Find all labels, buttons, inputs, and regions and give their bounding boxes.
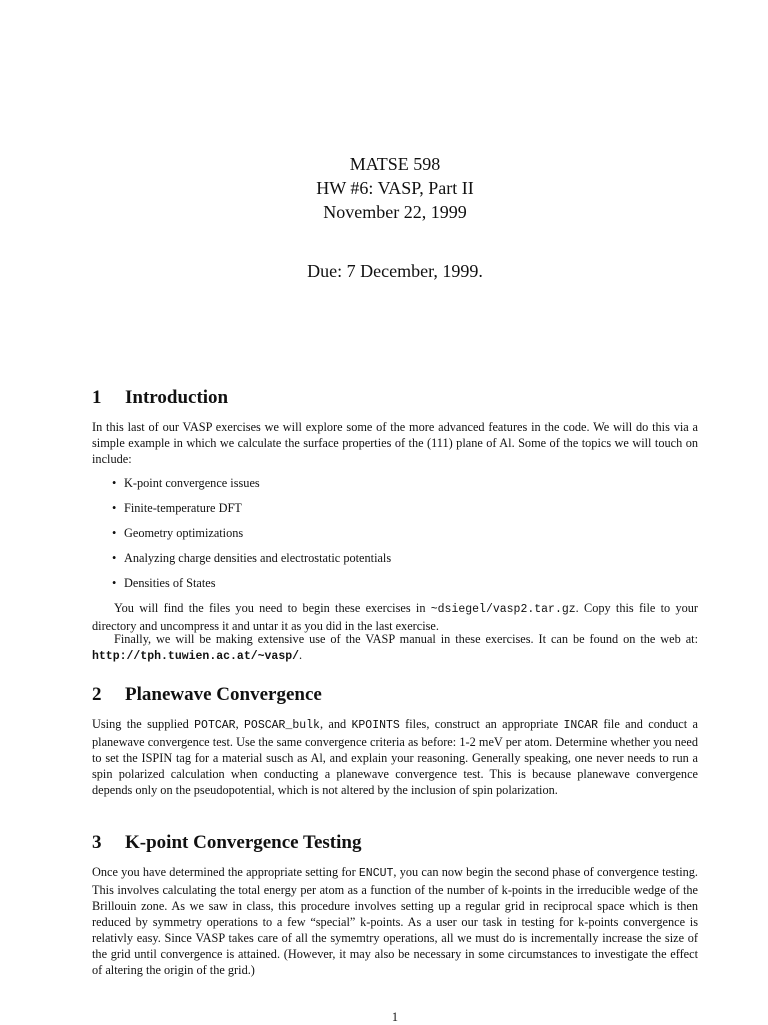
section-number: 2	[92, 684, 102, 705]
text-run: Using the supplied	[92, 717, 195, 731]
text-run: , you can now begin the second phase of convergence testing. This involves calculating the total energy per atom as a function of the number of k-points in the irreducible wedge of the Brillouin zone. As we saw in class, this procedure involves setting up a regular grid in reciprocal space which is then reduced by symmetry operations to a few “special” k-points. As a user our task in testing for k-points convergence is relativly easy. Since VASP takes care of all the symemtry operations, all we must do is incrementally increase the size of the grid until convergence is attained. (However, it may also be necessary in some circumstances to investigate the effect of altering the origin of the grid.)	[92, 865, 698, 977]
section-number: 3	[92, 832, 102, 853]
text-run: files, construct an appropriate	[399, 717, 564, 731]
due-date: Due: 7 December, 1999.	[307, 261, 483, 281]
text-run: , and	[319, 717, 352, 731]
text-run: file and conduct a planewave convergence test. Use the same convergence criteria as before: 1-2 meV per atom. Determine whether you need to set the ISPIN tag for a material susch as Al, and explain your reasoning. Generally speaking, one never needs to run a spin polarized calculation when conducting a planewave convergence test. This is because planewave convergence depends only on the pseudopotential, which is not altered by the inclusion of spin polarization.	[92, 717, 698, 797]
title-block	[92, 152, 698, 224]
text-run: Finally, we will be making extensive use of the VASP manual in these exercises. It can be found on the web at:	[114, 632, 698, 646]
section-heading-introduction	[92, 387, 228, 409]
file-name: POSCAR_bulk	[244, 719, 320, 732]
archive-path: ~dsiegel/vasp2.tar.gz	[430, 603, 576, 616]
text-run: ,	[235, 717, 245, 731]
planewave-paragraph	[92, 716, 698, 798]
manual-url-link[interactable]: http://tph.tuwien.ac.at/~vasp/	[92, 650, 300, 663]
list-item: • K-point convergence issues	[92, 475, 698, 500]
text-run: You will find the files you need to begin these exercises in	[114, 601, 431, 615]
kpoint-paragraph	[92, 864, 698, 978]
text-run: .	[299, 648, 303, 662]
assignment-title: HW #6: VASP, Part II	[316, 178, 474, 198]
list-item: • Finite-temperature DFT	[92, 500, 698, 525]
section-number: 1	[92, 387, 102, 408]
file-name: KPOINTS	[351, 719, 400, 732]
course-title: MATSE 598	[349, 154, 441, 174]
manual-paragraph	[92, 631, 698, 665]
tag-name: ENCUT	[358, 867, 394, 880]
text-run: Once you have determined the appropriate setting for	[92, 865, 359, 879]
text-run: . Copy this file to your directory and uncompress it and untar it as you did in the last exercise.	[92, 601, 698, 633]
list-item: • Geometry optimizations	[92, 525, 698, 550]
topics-list	[92, 475, 698, 600]
file-name: INCAR	[563, 719, 599, 732]
section-title: Introduction	[125, 387, 229, 408]
section-heading-kpoint	[92, 832, 361, 854]
intro-paragraph: In this last of our VASP exercises we will explore some of the more advanced features in the code. We will do this via a simple example in which we calculate the surface properties of the (111) plane of Al. Some of the topics we will touch on include:	[92, 420, 698, 466]
page-number: 1	[391, 1010, 399, 1024]
list-item: • Analyzing charge densities and electrostatic potentials	[92, 550, 698, 575]
section-title: K-point Convergence Testing	[125, 832, 362, 853]
file-name: POTCAR	[194, 719, 236, 732]
files-paragraph	[92, 600, 698, 634]
section-title: Planewave Convergence	[125, 684, 322, 705]
list-item: • Densities of States	[92, 575, 698, 600]
section-heading-planewave	[92, 684, 322, 706]
document-date: November 22, 1999	[323, 202, 467, 222]
